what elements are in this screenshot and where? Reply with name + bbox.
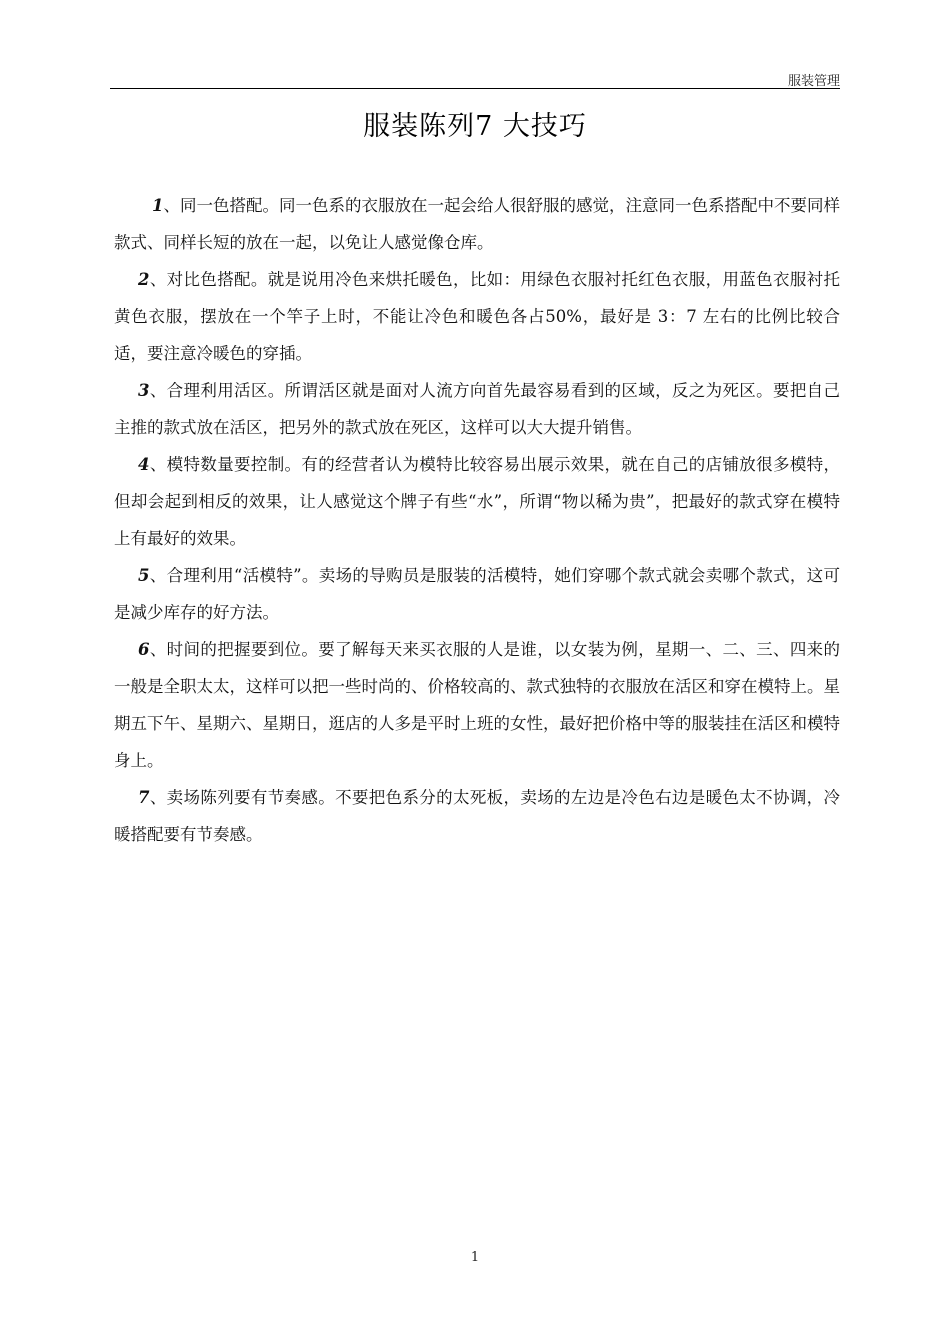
tip-number: 7: [138, 788, 150, 807]
tip-number: 3: [138, 381, 150, 400]
header-divider: [110, 88, 840, 89]
tip-text: 、卖场陈列要有节奏感。不要把色系分的太死板，卖场的左边是冷色右边是暖色太不协调，冷暖搭配要有节奏感。: [114, 788, 840, 844]
tip-number: 1: [152, 196, 164, 215]
tip-text: 、模特数量要控制。有的经营者认为模特比较容易出展示效果，就在自己的店铺放很多模特，但却会起到相反的效果，让人感觉这个牌子有些“水”，所谓“物以稀为贵”，把最好的款式穿在模特上有最好的效果。: [114, 455, 840, 548]
running-header: 服装管理: [787, 74, 840, 89]
tip-text: 、同一色搭配。同一色系的衣服放在一起会给人很舒服的感觉，注意同一色系搭配中不要同样款式、同样长短的放在一起，以免让人感觉像仓库。: [114, 196, 840, 252]
tip-paragraph-1: [114, 187, 840, 261]
tip-number: 4: [138, 455, 150, 474]
tip-number: 6: [138, 640, 150, 659]
document-body: [114, 187, 840, 853]
tip-paragraph-5: [114, 557, 840, 631]
tip-number: 2: [138, 270, 150, 289]
tip-text: 、对比色搭配。就是说用冷色来烘托暖色，比如：用绿色衣服衬托红色衣服，用蓝色衣服衬托黄色衣服，摆放在一个竿子上时，不能让冷色和暖色各占50%，最好是 3：7 左右的比例比较合适，要注意冷暖色的穿插。: [114, 270, 840, 363]
page-number: 1: [470, 1250, 480, 1265]
tip-paragraph-3: [114, 372, 840, 446]
tip-number: 5: [138, 566, 150, 585]
tip-paragraph-7: [114, 779, 840, 853]
tip-paragraph-6: [114, 631, 840, 779]
tip-text: 、合理利用“活模特”。卖场的导购员是服装的活模特，她们穿哪个款式就会卖哪个款式，这可是减少库存的好方法。: [114, 566, 840, 622]
tip-paragraph-2: [114, 261, 840, 372]
document-title: 服装陈列7 大技巧: [363, 111, 587, 142]
tip-text: 、合理利用活区。所谓活区就是面对人流方向首先最容易看到的区域，反之为死区。要把自己主推的款式放在活区，把另外的款式放在死区，这样可以大大提升销售。: [114, 381, 840, 437]
tip-paragraph-4: [114, 446, 840, 557]
tip-text: 、时间的把握要到位。要了解每天来买衣服的人是谁，以女装为例，星期一、二、三、四来的一般是全职太太，这样可以把一些时尚的、价格较高的、款式独特的衣服放在活区和穿在模特上。星期五下午、星期六、星期日，逛店的人多是平时上班的女性，最好把价格中等的服装挂在活区和模特身上。: [114, 640, 840, 770]
